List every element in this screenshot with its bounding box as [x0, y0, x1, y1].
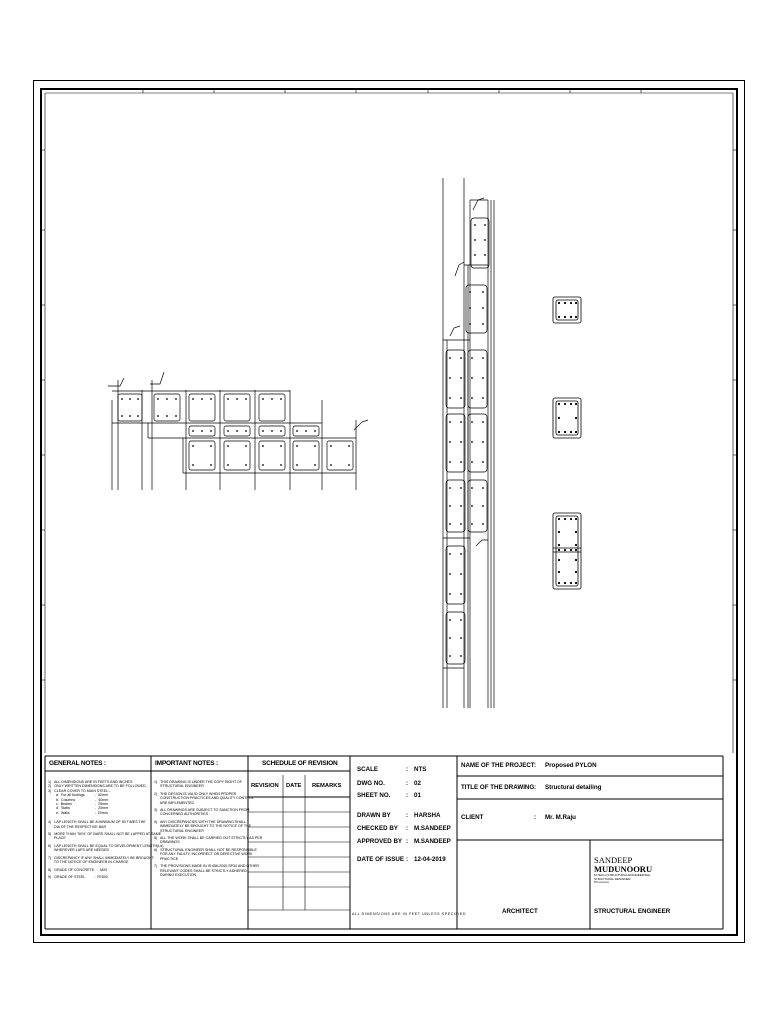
important-note: RELEVANT CODES SHALL BE STRICTLY ADHERED: [154, 868, 247, 873]
important-note: 1) THIS DRAWING IS UNDER THE COPY RIGHT OF: [154, 780, 243, 784]
important-note: STRUCTURAL ENGINEER: [154, 784, 204, 789]
important-note: STRUCTURAL ENGINEER: [154, 828, 204, 833]
general-notes-heading: GENERAL NOTES :: [49, 760, 106, 767]
drawn-by-colon: :: [406, 812, 409, 819]
client-colon: :: [534, 814, 537, 821]
revision-table-grid: [248, 775, 350, 910]
general-note: d. Slabs - 20mm: [48, 806, 109, 811]
general-note: 7) DISCREPANCY IF ANY SHALL IMMEDIATELY BE BROUGHT: [48, 855, 154, 860]
general-note: 6) LAP LENGTH SHALL BE EQUAL TO DEVELOPMENT LENGTH(Ld): [48, 843, 164, 848]
important-note: 4) ANY DISCREPANCIES WITH THE DRAWING SHALL: [154, 819, 247, 824]
dwg-no-colon: :: [406, 780, 409, 787]
important-note: CONSTRUCTION PRACTICES AND QUALITY CONTROL: [154, 796, 254, 801]
general-note: 1) ALL DIMENSIONS ARE IN FEETS AND INCHES: [48, 780, 133, 784]
drawn-by-value: HARSHA: [414, 812, 441, 819]
important-note: PRACTICE: [154, 856, 179, 861]
scale-value: NTS: [414, 766, 427, 773]
important-notes-list: [154, 780, 263, 877]
general-note: TO THE NOTICE OF ENGINEER IN-CHARGE: [48, 860, 129, 865]
sheet-no-colon: :: [406, 792, 409, 799]
dimensions-footnote: ALL DIMENSIONS ARE IN FEET UNLESS SPECIFIED: [352, 912, 467, 916]
general-note: 5) MORE THAN "50%" OF BARS SHALL NOT BE LAPPED AT SAME: [48, 832, 162, 837]
general-note: DIA OF THE RESPECTIVE BAR: [48, 824, 107, 829]
important-note: 6) STRUCTURAL ENGINEER SHALL NOT BE RESPONSIBLE: [154, 847, 257, 852]
scale-colon: :: [406, 766, 409, 773]
project-name-colon: :: [534, 762, 537, 769]
sheet-no-label: SHEET NO.: [357, 792, 391, 799]
general-note: 4) LAP LENGTH SHALL BE A MINIMUM OF 50 TIMES THE: [48, 820, 146, 825]
drawing-title-colon: :: [534, 784, 537, 791]
horizontal-elevation-bars: [121, 398, 350, 466]
vertical-elevation: [443, 178, 494, 708]
date-column-header: DATE: [286, 783, 302, 789]
project-name-label: NAME OF THE PROJECT: [461, 762, 535, 769]
vertical-elevation-bars: [449, 224, 486, 657]
engineer-qualification: M.TECH (STRUCTURAL ENGINEERING): [594, 873, 651, 877]
approved-by-colon: :: [406, 838, 409, 845]
scale-label: SCALE: [357, 766, 378, 773]
important-note: FOR ANY FAULTY, INCORRECT OR DEFECTIVE WORK: [154, 852, 253, 857]
important-note: 2) THE DESIGN IS VALID ONLY WHEN PROPER: [154, 791, 237, 796]
revision-schedule-heading: SCHEDULE OF REVISION: [262, 760, 338, 767]
engineer-name-last: MUDUNOORU: [594, 864, 653, 874]
important-note: IMMEDIATELY BE BROUGHT TO THE NOTICE OF THE: [154, 824, 252, 829]
date-of-issue-label: DATE OF ISSUE: [357, 856, 404, 863]
general-note: a. For all footings - 40mm: [48, 793, 108, 798]
general-note: e. Walls - 20mm: [48, 810, 108, 815]
important-note: 7) THE PROVISIONS MADE IN IS:456-2000,SP34 AND OTHER: [154, 864, 259, 869]
general-note: 9) GRADE OF STEEL : FE500: [48, 874, 108, 879]
client-label: CLIENT: [461, 814, 484, 821]
sheet-no-value: 01: [414, 792, 421, 799]
dwg-no-label: DWG NO.: [357, 780, 385, 787]
approved-by-label: APPROVED BY: [357, 838, 403, 845]
architect-label: ARCHITECT: [502, 908, 538, 915]
horizontal-elevation: [108, 372, 368, 490]
client-value: Mr. M.Raju: [545, 814, 576, 821]
general-note: PLACE: [48, 836, 66, 841]
important-note: DURING EXECUTION: [154, 872, 197, 877]
checked-by-value: M.SANDEEP: [414, 825, 451, 832]
frame-ticks: [40, 88, 738, 753]
cross-section-bars: [558, 302, 577, 584]
drawn-by-label: DRAWN BY: [357, 812, 391, 819]
approved-by-value: M.SANDEEP: [414, 838, 451, 845]
important-note: 5) ALL THE WORK SHALL BE CARRIED OUT STRICTLY AS PER: [154, 836, 263, 841]
project-name-value: Proposed PYLON: [545, 762, 597, 769]
revision-column-header: REVISION: [251, 783, 279, 789]
general-note: WHEREVER LAPS ARE NEEDED: [48, 848, 110, 853]
general-note: c. Beams - 25mm: [48, 802, 109, 807]
drawing-title-label: TITLE OF THE DRAWING: [461, 784, 535, 791]
important-note: ARE IMPLEMENTED: [154, 800, 195, 805]
checked-by-colon: :: [406, 825, 409, 832]
important-note: 3) ALL DRAWINGS ARE SUBJECT TO SANCTION FROM: [154, 808, 250, 813]
important-notes-heading: IMPORTANT NOTES :: [155, 760, 218, 767]
date-of-issue-colon: :: [406, 856, 409, 863]
structural-engineer-label: STRUCTURAL ENGINEER: [594, 908, 671, 915]
general-note: 8) GRADE OF CONCRETE : M20: [48, 867, 108, 872]
checked-by-label: CHECKED BY: [357, 825, 398, 832]
general-notes-list: [48, 780, 164, 879]
engineer-phone: Ph:xxxxxxx: [594, 880, 610, 885]
important-note: CONCERNED AUTHORITIES: [154, 812, 209, 817]
general-note: b. Columns - 40mm: [48, 797, 109, 802]
important-note: DRAWINGS: [154, 840, 180, 845]
dwg-no-value: 02: [414, 780, 421, 787]
engineer-role: STRUCTURAL DESIGNER: [594, 876, 631, 881]
engineer-name-first: SANDEEP: [594, 855, 633, 865]
general-note: 3) CLEAR COVER TO MAIN STEEL:-: [48, 788, 111, 793]
date-of-issue-value: 12-04-2019: [414, 856, 446, 863]
remarks-column-header: REMARKS: [312, 783, 342, 789]
drawing-title-value: Structural detailing: [545, 784, 602, 791]
general-note: 2) ONLY WRITTEN DIMENSIONS ARE TO BE FOLLOWED: [48, 784, 146, 789]
engineer-stamp: [594, 856, 652, 885]
